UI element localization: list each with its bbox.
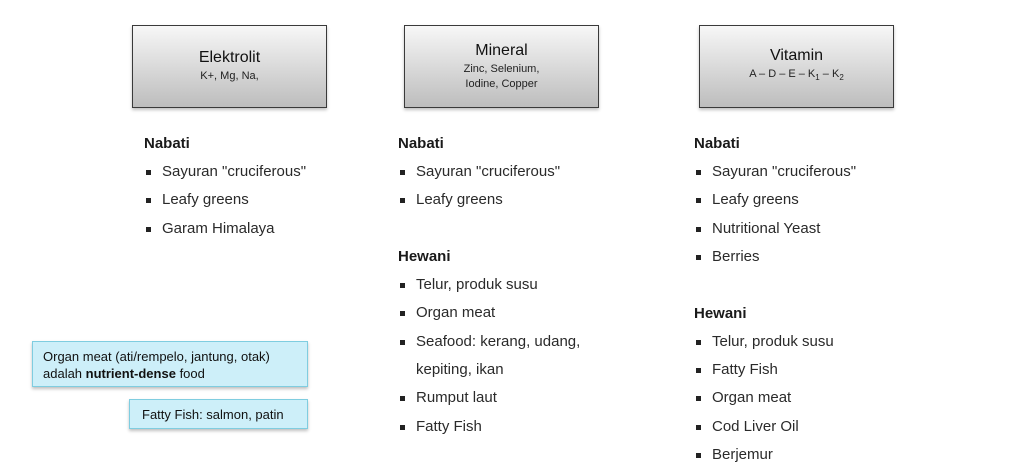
list-item: Leafy greens <box>144 186 394 214</box>
list-item: Cod Liver Oil <box>694 413 944 441</box>
list-item: Telur, produk susu <box>398 271 648 299</box>
box-subtitle: K+, Mg, Na, <box>200 70 259 82</box>
box-subtitle <box>464 62 540 92</box>
note-text: food <box>175 366 205 381</box>
box-subtitle-line1: Zinc, Selenium, <box>463 62 540 75</box>
nabati-heading: Nabati <box>694 135 740 152</box>
list-item: Sayuran "cruciferous" <box>398 158 648 186</box>
nabati-heading: Nabati <box>144 135 190 152</box>
note-line: Fatty Fish: salmon, patin <box>142 407 284 422</box>
fatty-fish-note <box>129 399 308 429</box>
box-subtitle-line2: Iodine, Copper <box>465 77 538 90</box>
list-item: Rumput laut <box>398 384 648 412</box>
box-title: Vitamin <box>769 47 824 65</box>
note-text: adalah <box>43 366 86 381</box>
vitamin-list-text: – K <box>819 68 840 81</box>
vitamin-list-text: A – D – E – K <box>749 68 816 81</box>
subscript-1: 1 <box>815 73 820 83</box>
list-item: Garam Himalaya <box>144 215 394 243</box>
nabati-list <box>398 158 648 215</box>
list-item: Seafood: kerang, udang, <box>398 328 648 356</box>
note-line: Organ meat (ati/rempelo, jantung, otak) <box>43 349 270 364</box>
note-line <box>43 365 297 382</box>
list-item: Berries <box>694 243 944 271</box>
list-item: Fatty Fish <box>694 356 944 384</box>
hewani-list <box>398 271 648 441</box>
box-title: Mineral <box>475 41 528 59</box>
vitamin-column <box>694 130 944 470</box>
list-item: Organ meat <box>398 299 648 327</box>
list-item: Berjemur <box>694 441 944 469</box>
list-item: Fatty Fish <box>398 413 648 441</box>
hewani-heading: Hewani <box>694 304 747 322</box>
nabati-list <box>694 158 944 272</box>
nabati-heading: Nabati <box>398 135 444 152</box>
vitamin-box <box>699 25 894 108</box>
list-item: Nutritional Yeast <box>694 215 944 243</box>
subscript-2: 2 <box>839 73 844 83</box>
elektrolit-box <box>132 25 327 108</box>
list-item: Sayuran "cruciferous" <box>144 158 394 186</box>
list-item: Organ meat <box>694 384 944 412</box>
list-item: Leafy greens <box>694 186 944 214</box>
list-item: Sayuran "cruciferous" <box>694 158 944 186</box>
mineral-column <box>398 130 648 441</box>
list-item: Leafy greens <box>398 186 648 214</box>
elektrolit-column <box>144 130 394 243</box>
box-subtitle <box>749 67 844 85</box>
list-item-continuation: kepiting, ikan <box>416 361 504 379</box>
hewani-list <box>694 328 944 470</box>
hewani-heading: Hewani <box>398 247 451 265</box>
nabati-list <box>144 158 394 243</box>
mineral-box <box>404 25 599 108</box>
organ-meat-note <box>32 341 308 387</box>
list-item: Telur, produk susu <box>694 328 944 356</box>
note-bold-text: nutrient-dense <box>85 366 176 381</box>
box-title: Elektrolit <box>198 49 261 66</box>
